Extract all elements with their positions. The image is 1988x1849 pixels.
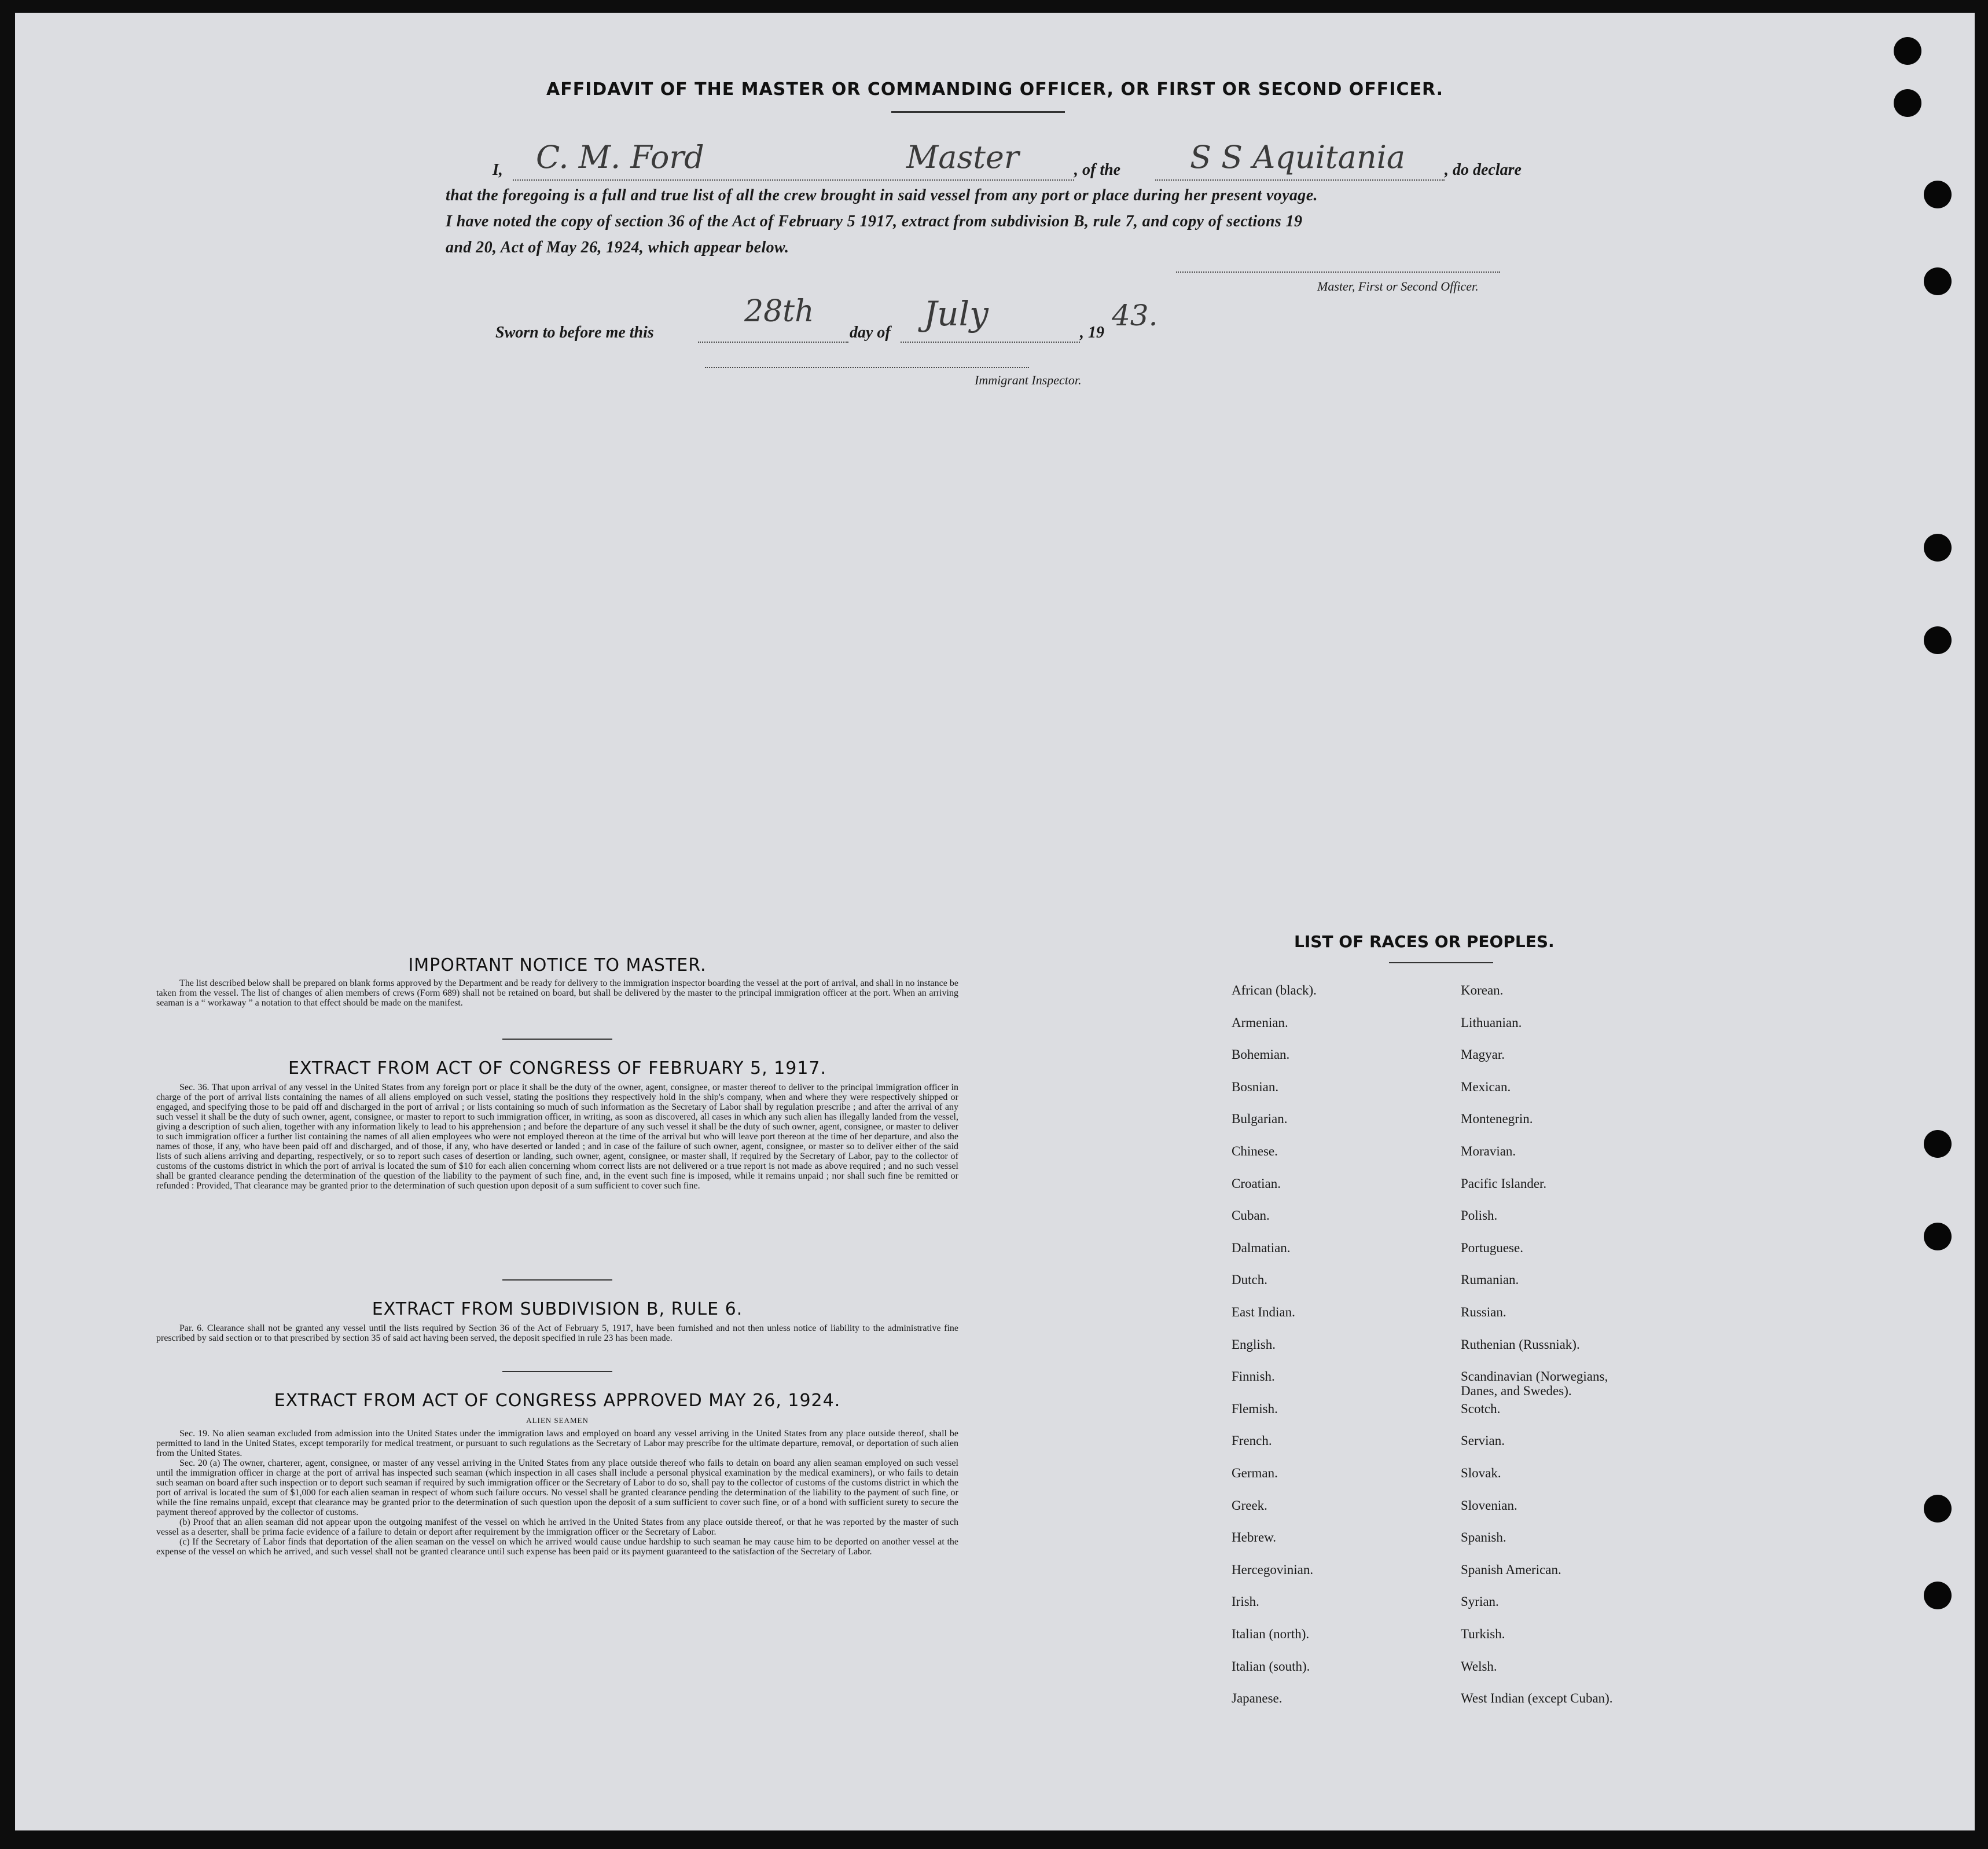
extract-1924-sec20a: Sec. 20 (a) The owner, charterer, agent, consignee, or master of any vessel arriving in the United States from any place outside thereof who fails to detain on board any alien seaman employed on such vessel until the immigration officer in charge at the port of arrival has inspected such seaman (which inspection in all cases shall include a personal physical examination by the medical examiners), or who fails to detain such seaman on board after such inspection or to deport such seaman if required by such immigration officer or the Secretary of Labor to do so, shall pay to the collector of customs of the customs district in which the port of arrival is located the sum of $1,000 for each alien seaman in respect of whom such failure occurs. No vessel shall be granted clearance pending the determination of the liability to the payment of such fine, or while the fine remains unpaid, except that clearance may be granted prior to the determination of such question upon the deposit of a sum sufficient to cover such fine, or of a bond with sufficient surety to secure the payment thereof approved by the collector of customs. (156, 1458, 958, 1517)
extract-subdivision-section (156, 1323, 958, 1343)
race-item: Croatian. (1232, 1176, 1281, 1191)
of-the-label: , of the (1074, 161, 1121, 179)
race-item: Turkish. (1461, 1627, 1505, 1641)
race-item: Flemish. (1232, 1401, 1278, 1416)
race-item: Spanish. (1461, 1530, 1506, 1545)
extract-1924-subtitle: ALIEN SEAMEN (526, 1416, 589, 1425)
race-item: East Indian. (1232, 1305, 1295, 1319)
document-page (15, 13, 1975, 1830)
month-blank-line (901, 342, 1080, 343)
race-item: Finnish. (1232, 1369, 1275, 1384)
extract-1917-title: EXTRACT FROM ACT OF CONGRESS OF FEBRUARY 5, 1917. (288, 1058, 827, 1078)
sworn-year-handwritten: 43. (1112, 299, 1158, 332)
extract-1917-text: Sec. 36. That upon arrival of any vessel in the United States from any foreign port or place it shall be the duty of the owner, agent, consignee, or master thereof to deliver to the principal immigration officer in charge of the port of arrival lists containing the names of all aliens employed on such vessel, stating the positions they respectively hold in the ship's company, when and where they were respectively shipped or engaged, and specifying those to be paid off and discharged in the port of arrival ; or lists containing so much of such information as the Secretary of Labor shall by regulation prescribe ; and after the arrival of any such vessel it shall be the duty of such owner, agent, consignee, or master to report to such immigration officer, in writing, as soon as discovered, all cases in which any such alien has illegally landed from the vessel, giving a description of such alien, together with any information likely to lead to his apprehension ; and before the departure of any such vessel it shall be the duty of such owner, agent, consignee, or master to deliver to such immigration officer a further list containing the names of all alien employees who were not employed thereon at the time of the arrival but who will leave port thereon at the time of her departure, and also the names of those, if any, who have been paid off and discharged, and of those, if any, who have deserted or landed ; and in case of the failure of such owner, agent, consignee, or master so to deliver either of the said lists of such aliens arriving and departing, respectively, or so to report such cases of desertion or landing, such owner, agent, consignee, or master shall, if required by the Secretary of Labor, pay to the collector of customs of the customs district in which the port of arrival is located the sum of $10 for each alien concerning whom correct lists are not delivered or a true report is not made as above required ; and no such vessel shall be granted clearance pending the determination of the question of the liability to the payment of such fine, and, in the event such fine is imposed, while it remains unpaid ; nor shall such fine be remitted or refunded : Provided, That clearance may be granted prior to the determination of such question upon deposit of a sum sufficient to cover such fine. (156, 1083, 958, 1191)
race-item: English. (1232, 1337, 1276, 1352)
section-divider (502, 1371, 612, 1372)
year-prefix: , 19 (1080, 324, 1104, 342)
race-item: Lithuanian. (1461, 1015, 1522, 1030)
title-underline (891, 111, 1065, 113)
declare-suffix: , do declare (1445, 161, 1522, 179)
race-item: Rumanian. (1461, 1272, 1519, 1287)
race-item: French. (1232, 1433, 1272, 1448)
punch-hole (1924, 181, 1952, 208)
races-title: LIST OF RACES OR PEOPLES. (1294, 932, 1555, 951)
race-item: Montenegrin. (1461, 1111, 1533, 1127)
punch-hole (1894, 37, 1921, 65)
master-role-handwritten: Master (906, 139, 1019, 175)
race-item: German. (1232, 1466, 1278, 1480)
race-item: Italian (south). (1232, 1659, 1310, 1674)
section-divider (502, 1279, 612, 1281)
race-item: Japanese. (1232, 1691, 1283, 1706)
day-blank-line (698, 342, 848, 343)
race-item: Hercegovinian. (1232, 1562, 1314, 1577)
vessel-name-handwritten: S S Aquitania (1190, 139, 1406, 175)
notice-section (156, 978, 958, 1008)
race-item: Welsh. (1461, 1659, 1497, 1674)
race-item: Irish. (1232, 1594, 1259, 1609)
inspector-signature-line (705, 367, 1029, 368)
inspector-label: Immigrant Inspector. (975, 373, 1082, 387)
affidavit-line-2: that the foregoing is a full and true list of all the crew brought in said vessel from any port or place during her present voyage. (446, 186, 1318, 204)
vessel-blank-line (1155, 179, 1445, 181)
race-item: Armenian. (1232, 1015, 1288, 1030)
punch-hole (1924, 1582, 1952, 1609)
race-item: African (black). (1232, 983, 1317, 997)
extract-1924-sec19: Sec. 19. No alien seaman excluded from admission into the United States under the immigration laws and employed on board any vessel arriving in the United States from any place outside thereof, shall be permitted to land in the United States, except temporarily for medical treatment, or pursuant to such regulations as the Secretary of Labor may prescribe for the ultimate departure, removal, or deportation of such alien from the United States. (156, 1429, 958, 1458)
race-item: Cuban. (1232, 1208, 1270, 1223)
race-item: Scandinavian (Norwegians, Danes, and Swedes). (1461, 1369, 1608, 1399)
race-item: Bosnian. (1232, 1079, 1279, 1094)
race-item: Mexican. (1461, 1079, 1511, 1094)
race-item: Hebrew. (1232, 1530, 1277, 1545)
day-of-label: day of (850, 324, 891, 342)
race-item: Korean. (1461, 983, 1504, 997)
punch-hole (1924, 626, 1952, 654)
sworn-day-handwritten: 28th (744, 294, 814, 329)
race-item: Pacific Islander. (1461, 1176, 1547, 1191)
notice-title: IMPORTANT NOTICE TO MASTER. (408, 955, 707, 975)
race-item: Chinese. (1232, 1144, 1278, 1158)
extract-1924-section (156, 1429, 958, 1557)
race-item: Polish. (1461, 1208, 1498, 1223)
affidavit-line-4: and 20, Act of May 26, 1924, which appear below. (446, 239, 789, 256)
race-item: Italian (north). (1232, 1627, 1310, 1641)
notice-text: The list described below shall be prepared on blank forms approved by the Department and be ready for delivery to the immigration inspector boarding the vessel at the port of arrival, and shall in no instance be taken from the vessel. The list of changes of alien members of crews (Form 689) shall not be retained on board, but shall be delivered by the master to the principal immigration officer at the port. When an arriving seaman is a “ workaway ” a notation to that effect should be made on the manifest. (156, 978, 958, 1008)
affidavit-line-3: I have noted the copy of section 36 of the Act of February 5 1917, extract from subdivision B, rule 7, and copy of sections 19 (446, 212, 1303, 230)
affidavit-title: AFFIDAVIT OF THE MASTER OR COMMANDING OFFICER, OR FIRST OR SECOND OFFICER. (546, 79, 1444, 100)
race-item: Moravian. (1461, 1144, 1516, 1158)
punch-hole (1924, 1495, 1952, 1523)
race-item: Dutch. (1232, 1272, 1267, 1287)
master-signature-line (1176, 272, 1500, 273)
extract-subdivision-title: EXTRACT FROM SUBDIVISION B, RULE 6. (372, 1299, 743, 1319)
race-item: Bulgarian. (1232, 1111, 1288, 1127)
punch-hole (1924, 267, 1952, 295)
extract-1924-sec20c: (c) If the Secretary of Labor finds that deportation of the alien seaman on the vessel on which he arrived would cause undue hardship to such seaman he may cause him to be deported on another vessel at the expense of the vessel on which he arrived, and such vessel shall not be granted clearance until such expense has been paid or its payment guaranteed to the satisfaction of the Secretary of Labor. (156, 1537, 958, 1557)
race-item: Spanish American. (1461, 1562, 1561, 1577)
race-item: Magyar. (1461, 1047, 1505, 1062)
race-item: Dalmatian. (1232, 1240, 1291, 1255)
master-name-handwritten: C. M. Ford (536, 139, 704, 175)
affidavit-line-1 (461, 139, 1560, 179)
extract-1924-title: EXTRACT FROM ACT OF CONGRESS APPROVED MAY 26, 1924. (274, 1391, 841, 1411)
race-item: Syrian. (1461, 1594, 1499, 1609)
race-item: West Indian (except Cuban). (1461, 1691, 1613, 1706)
race-item: Russian. (1461, 1305, 1506, 1319)
races-title-underline (1389, 962, 1493, 963)
race-item: Slovenian. (1461, 1498, 1517, 1513)
race-item: Ruthenian (Russniak). (1461, 1337, 1580, 1352)
declarant-prefix: I, (493, 161, 503, 179)
race-item: Greek. (1232, 1498, 1267, 1513)
punch-hole (1924, 534, 1952, 562)
punch-hole (1924, 1130, 1952, 1158)
race-item: Portuguese. (1461, 1240, 1523, 1255)
master-signature-label: Master, First or Second Officer. (1317, 279, 1479, 294)
sworn-prefix: Sworn to before me this (495, 324, 654, 342)
sworn-month-handwritten: July (924, 294, 989, 333)
section-divider (502, 1039, 612, 1040)
extract-1924-sec20b: (b) Proof that an alien seaman did not appear upon the outgoing manifest of the vessel on which he arrived in the United States from any place outside thereof, or that he was reported by the master of such vessel as a deserter, shall be prima facie evidence of a failure to detain or deport after requirement by the immigration officer or the Secretary of Labor. (156, 1517, 958, 1537)
race-item: Scotch. (1461, 1401, 1501, 1416)
extract-1917-section (156, 1083, 958, 1191)
name-blank-line (513, 179, 1074, 181)
race-item: Servian. (1461, 1433, 1505, 1448)
race-item: Slovak. (1461, 1466, 1501, 1480)
sworn-line (495, 291, 1248, 342)
race-item: Bohemian. (1232, 1047, 1290, 1062)
extract-subdivision-text: Par. 6. Clearance shall not be granted any vessel until the lists required by Section 36 of the Act of February 5, 1917, have been furnished and not then unless notice of liability to the administrative fine prescribed by said section or to that prescribed by section 35 of said act having been served, the deposit specified in rule 23 has been made. (156, 1323, 958, 1343)
punch-hole (1924, 1223, 1952, 1250)
